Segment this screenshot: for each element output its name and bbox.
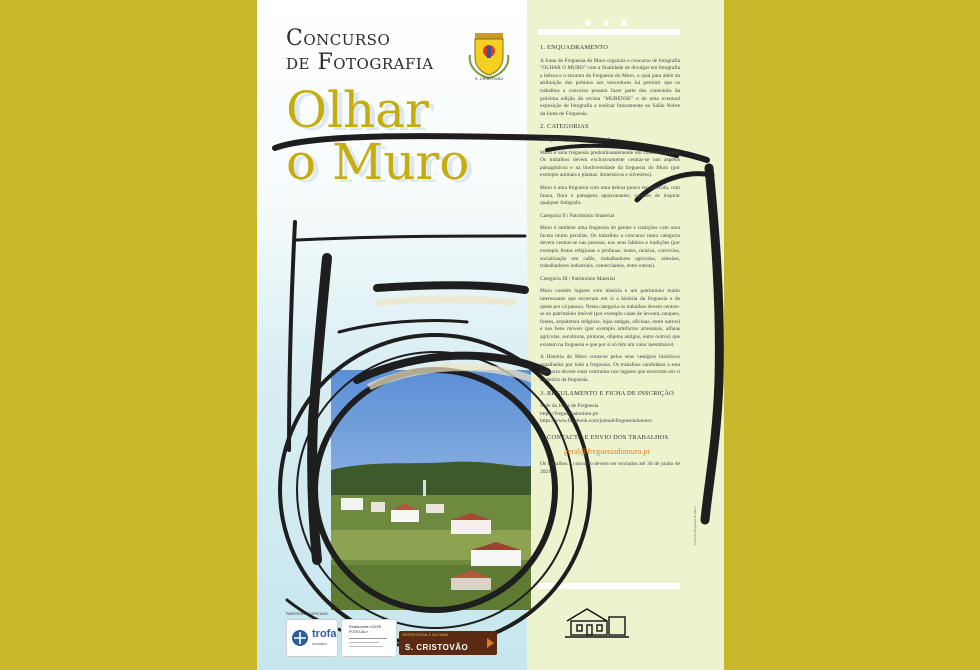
category-2-text: Muro é também uma freguesia de gentes e tradições com uma faceta muito peculiar. Os trabalhos a concurso nesta categoria devem centrar-se nas pessoas, nos seus hábitos e tradições (por exemplo festas religiosas e profanas, teatro, música, convívios, socialização em cafés, trabalhadores agrícolas, artesãos, trabalhadores industriais, comerciantes, entre outros). [540,225,680,270]
trofa-name: trofa [312,628,337,640]
contest-title-line1: Concurso [286,26,391,51]
side-credit: Junta de Freguesia do Muro [693,505,697,545]
category-3-title: Categoria III | Património Material [540,275,616,282]
category-1-title: Categoria I | Património Natural [540,136,610,143]
divider [349,642,379,643]
regulamento-heading: 3. REGULAMENTO E FICHA DE INSCRIÇÃO [540,389,674,397]
regulamento-sede: Sede da Junta de Freguesia [540,403,599,410]
cafe-pontual-logo [341,619,397,657]
panel-bar-bottom [538,583,680,589]
contacto-heading: 4. CONTACTO E ENVIO DOS TRABALHOS [540,433,669,441]
enquadramento-heading: 1. ENQUADRAMENTO [540,44,609,51]
facebook-link[interactable]: https://www.facebook.com/juntadefreguesiadomuro [540,418,652,425]
s-cristovao-name: S. CRISTOVÃO [405,643,469,652]
website-link[interactable]: https://freguesiadomuro.pt/ [540,410,599,417]
trofa-mark-icon [291,629,309,647]
deadline-text: Os trabalhos a concurso devem ser enviados até 30 de junho de 2021. [540,461,680,475]
parish-crest-icon [466,29,512,81]
contact-email[interactable]: geral@freguesiadomuro.pt [564,446,650,456]
contest-title-line2: de Fotografia [286,50,434,75]
arrow-icon [487,638,494,648]
headline-line1: Olhar [286,81,429,139]
category-1-text-2: Muro é uma freguesia com uma beleza pouco reconhecida, com fauna, flora e paisagens apaixonantes, capazes de inspirar qualquer fotógrafo. [540,184,680,207]
trofa-logo [286,619,338,657]
divider [349,646,383,647]
contest-title [286,27,434,75]
crest-label: S. CRISTOVÃO [474,76,504,81]
category-1-text-1: Muro é uma freguesia predominantemente em contexto natural. Os trabalhos devem exclusivamente centrar-se nos aspetos paisagísticos e na biodiversidade da freguesia do Muro (por exemplo animais e plantas, domésticos e silvestres). [540,149,680,179]
info-column [540,44,680,481]
contest-headline [286,81,526,191]
enquadramento-text: A Junta de Freguesia do Muro organiza o concurso de fotografia "OLHAR O MURO" com a finalidade de divulgar em fotografia a beleza e o encanto da Freguesia do Muro, o qual para além da atribuição dos prémios aos vencedores irá permitir que os trabalhos a concurso possam fazer parte dos conteúdos da próxima edição da revista "MURENSE" e de uma eventual exposição de fotografia a realizar futuramente no Salão Nobre da Junta de Freguesia. [540,57,680,117]
divider [349,638,387,639]
trofa-subtitle: município [312,642,327,646]
s-cristovao-logo [399,631,497,655]
category-3-text: Muro contém lugares com história e um património muito interessante que encerram em si a história da freguesia e de quem por cá passou. Nesta categoria os trabalhos devem centrar-se no património imóvel (por exemplo casas de lavoura, tanques, fontes, arquitetura religiosa, lojas antigas, oficinas, entre outros) e nos bens móveis (por exemplo artefactos artesanais, alfaias agrícolas, esculturas, pinturas, objetos antigos, entre outros) que existem na freguesia e que por si só têm um valor inestimável. [540,288,680,348]
headline-line2: o Muro [286,133,470,191]
category-2-title: Categoria II | Património Imaterial [540,212,615,219]
s-cristovao-subtitle: CENTRO SOCIAL E CULTURAL [402,633,449,637]
panel-bar-top [538,29,680,35]
partners-label: PARCEIROS OFICIAIS: [286,611,329,616]
poster [257,0,724,670]
village-photo [331,370,531,610]
historia-text: A História do Muro conta-se pelos seus vestígios históricos espalhados por toda a freguesia. Os trabalhos candidatos a esta categoria devem estar centrados nos lugares que encerram em si a história da freguesia. [540,354,680,383]
cafe-pontual-text: Restaurante «CAFÉ PONTUAL» [349,625,382,634]
categorias-heading: 2. CATEGORIAS [540,123,589,131]
junta-building-icon [565,601,629,639]
